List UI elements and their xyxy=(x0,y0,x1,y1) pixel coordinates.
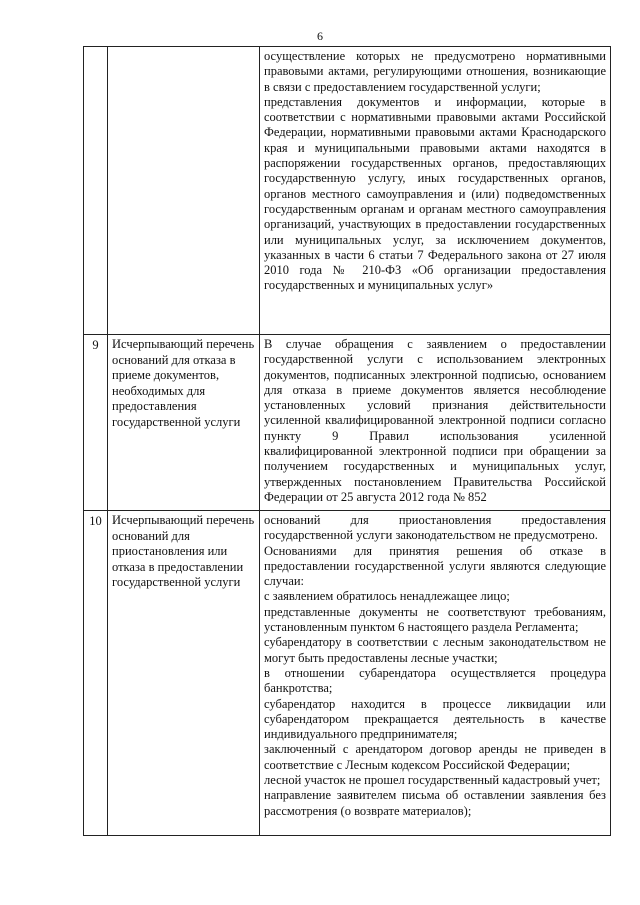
row-content xyxy=(260,47,611,335)
paragraph: субарендатору в соответствии с лесным законодательством не могут быть предоставлены лесные участки; xyxy=(264,635,606,665)
row-title: Исчерпывающий перечень оснований для приостановления или отказа в предоставлении государственной услуги xyxy=(108,511,260,836)
paragraph: направление заявителем письма об оставлении заявления без рассмотрения (о возврате материалов); xyxy=(264,788,606,818)
row-number: 10 xyxy=(84,511,108,836)
table-row xyxy=(84,47,611,335)
row-title xyxy=(108,47,260,335)
paragraph: с заявлением обратилось ненадлежащее лицо; xyxy=(264,589,510,604)
row-number: 9 xyxy=(84,335,108,511)
paragraph: субарендатор находится в процессе ликвидации или субарендатором прекращается деятельность в качестве индивидуального предпринимателя; xyxy=(264,696,606,742)
paragraph: заключенный с арендатором договор аренды не приведен в соответствие с Лесным кодексом Российской Федерации; xyxy=(264,742,606,772)
table-row xyxy=(84,511,611,836)
page-number: 6 xyxy=(317,29,323,43)
paragraph: лесной участок не прошел государственный кадастровый учет; xyxy=(264,773,601,788)
row-content xyxy=(260,511,611,836)
table-row xyxy=(84,335,611,511)
paragraph: Основаниями для принятия решения об отказе в предоставлении государственной услуги являются следующие случаи: xyxy=(264,543,606,589)
row-number xyxy=(84,47,108,335)
paragraph: оснований для приостановления предоставления государственной услуги законодательством не предусмотрено. xyxy=(264,513,606,543)
paragraph: в отношении субарендатора осуществляется процедура банкротства; xyxy=(264,665,606,696)
regulation-table xyxy=(83,46,611,836)
paragraph: представления документов и информации, которые в соответствии с нормативными правовыми актами Российской Федерации, нормативными правовыми актами Краснодарского края и муниципальными правовыми актами находятся в распоряжении государственных органов, предоставляющих государственную услугу, иных государственных органов, органов местного самоуправления и (или) подведомственных государственным органам и органам местного самоуправления организаций, участвующих в предоставлении государственных или муниципальных услуг, за исключением документов, указанных в части 6 статьи 7 Федерального закона от 27 июля 2010 года № 210-ФЗ «Об организации предоставления государственных и муниципальных услуг» xyxy=(264,94,606,293)
row-content xyxy=(260,335,611,511)
row-title: Исчерпывающий перечень оснований для отказа в приеме документов, необходимых для предоставления государственной услуги xyxy=(108,335,260,511)
paragraph: осуществление которых не предусмотрено нормативными правовыми актами, регулирующими отношения, возникающие в связи с предоставлением государственной услуги; xyxy=(264,49,606,94)
paragraph: В случае обращения с заявлением о предоставлении государственной услуги с использованием электронных документов, подписанных электронной подписью, основанием для отказа в приеме документов является несоблюдение установленных условий признания действительности усиленной квалифицированной электронной подписи согласно пункту 9 Правил использования усиленной квалифицированной электронной подписи при обращении за получением государственных и муниципальных услуг, утвержденных постановлением Правительства Российской Федерации от 25 августа 2012 года № 852 xyxy=(264,337,606,504)
paragraph: представленные документы не соответствуют требованиям, установленным пунктом 6 настоящего раздела Регламента; xyxy=(264,604,606,635)
